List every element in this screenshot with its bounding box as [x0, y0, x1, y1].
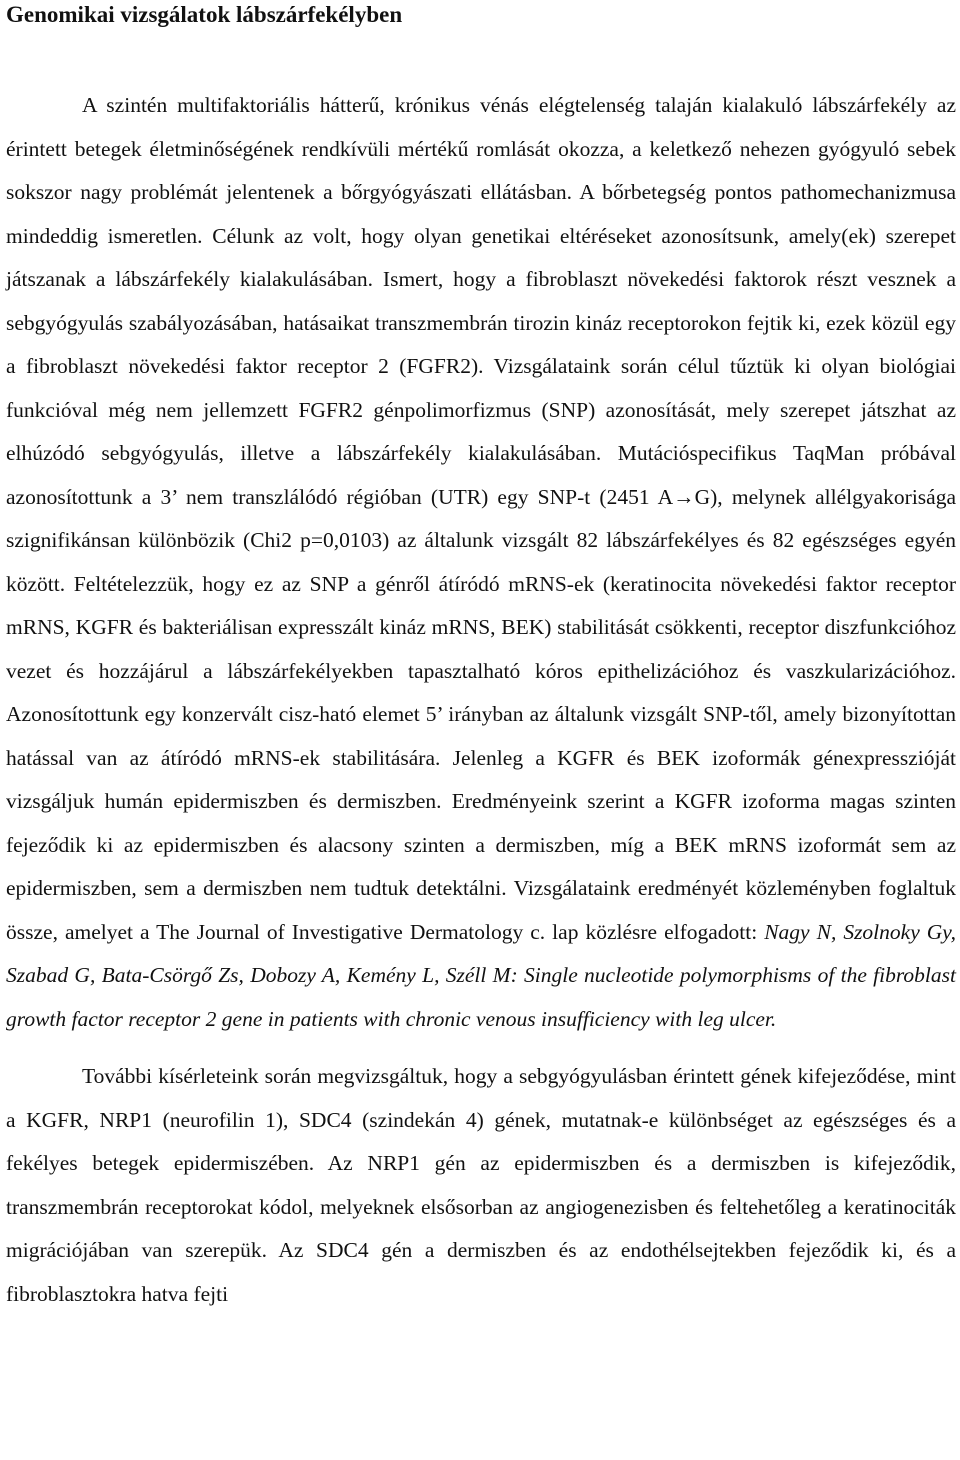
- paragraph-1-body: A szintén multifaktoriális hátterű, krónikus vénás elégtelenség talaján kialakuló lábszárfekély az érintett betegek életminőségének rendkívüli mértékű romlását okozza, a keletkező nehezen gyógyuló sebek sokszor nagy problémát jelentenek a bőrgyógyászati ellátásban. A bőrbetegség pontos pathomechanizmusa mindeddig ismeretlen. Célunk az volt, hogy olyan genetikai eltéréseket azonosítsunk, amely(ek) szerepet játszanak a lábszárfekély kialakulásában. Ismert, hogy a fibroblaszt növekedési faktorok részt vesznek a sebgyógyulás szabályozásában, hatásaikat transzmembrán tirozin kináz receptorokon fejtik ki, ezek közül egy a fibroblaszt növekedési faktor receptor 2 (FGFR2). Vizsgálataink során célul tűztük ki olyan biológiai funkcióval még nem jellemzett FGFR2 génpolimorfizmus (SNP) azonosítását, mely szerepet játszhat az elhúzódó sebgyógyulás, illetve a lábszárfekély kialakulásában. Mutációspecifikus TaqMan próbával azonosítottunk a 3’ nem transzlálódó régióban (UTR) egy SNP-t (2451 A→G), melynek allélgyakorisága szignifikánsan különbözik (Chi2 p=0,0103) az általunk vizsgált 82 lábszárfekélyes és 82 egészséges egyén között. Feltételezzük, hogy ez az SNP a génről átíródó mRNS-ek (keratinocita növekedési faktor receptor mRNS, KGFR és bakteriálisan expresszált kináz mRNS, BEK) stabilitását csökkenti, receptor diszfunkcióhoz vezet és hozzájárul a lábszárfekélyekben tapasztalható kóros epithelizációhoz és vaszkularizációhoz. Azonosítottunk egy konzervált cisz-ható elemet 5’ irányban az általunk vizsgált SNP-től, amely bizonyítottan hatással van az átíródó mRNS-ek stabilitására. Jelenleg a KGFR és BEK izoformák génexpresszióját vizsgáljuk humán epidermiszben és dermiszben. Eredményeink szerint a KGFR izoforma magas szinten fejeződik ki az epidermiszben és alacsony szinten a dermiszben, míg a BEK mRNS izoformát sem az epidermiszben, sem a dermiszben nem tudtuk detektálni. Vizsgálataink eredményét közleményben foglaltuk össze, amelyet a The Journal of Investigative Dermatology c. lap közlésre elfogadott:: [6, 93, 956, 944]
- citation: Nagy N, Szolnoky Gy, Szabad G, Bata-Csörgő Zs, Dobozy A, Kemény L, Széll M: Single nucleotide polymorphisms of the fibroblast growth factor receptor 2 gene in patients with chronic venous insufficiency with leg ulcer.: [6, 919, 956, 1031]
- paragraph-2: További kísérleteink során megvizsgáltuk, hogy a sebgyógyulásban érintett gének kifejeződése, mint a KGFR, NRP1 (neurofilin 1), SDC4 (szindekán 4) gének, mutatnak-e különbséget az egészséges és a fekélyes betegek epidermiszében. Az NRP1 gén az epidermiszben és a dermiszben is kifejeződik, transzmembrán receptorokat kódol, melyeknek elsősorban az angiogenezisben és feltehetőleg a keratinociták migrációjában van szerepük. Az SDC4 gén a dermiszben és az endothélsejtekben fejeződik ki, és a fibroblasztokra hatva fejti: [6, 1064, 956, 1306]
- paragraph-1: [6, 84, 956, 1041]
- document-title: Genomikai vizsgálatok lábszárfekélyben: [6, 2, 403, 27]
